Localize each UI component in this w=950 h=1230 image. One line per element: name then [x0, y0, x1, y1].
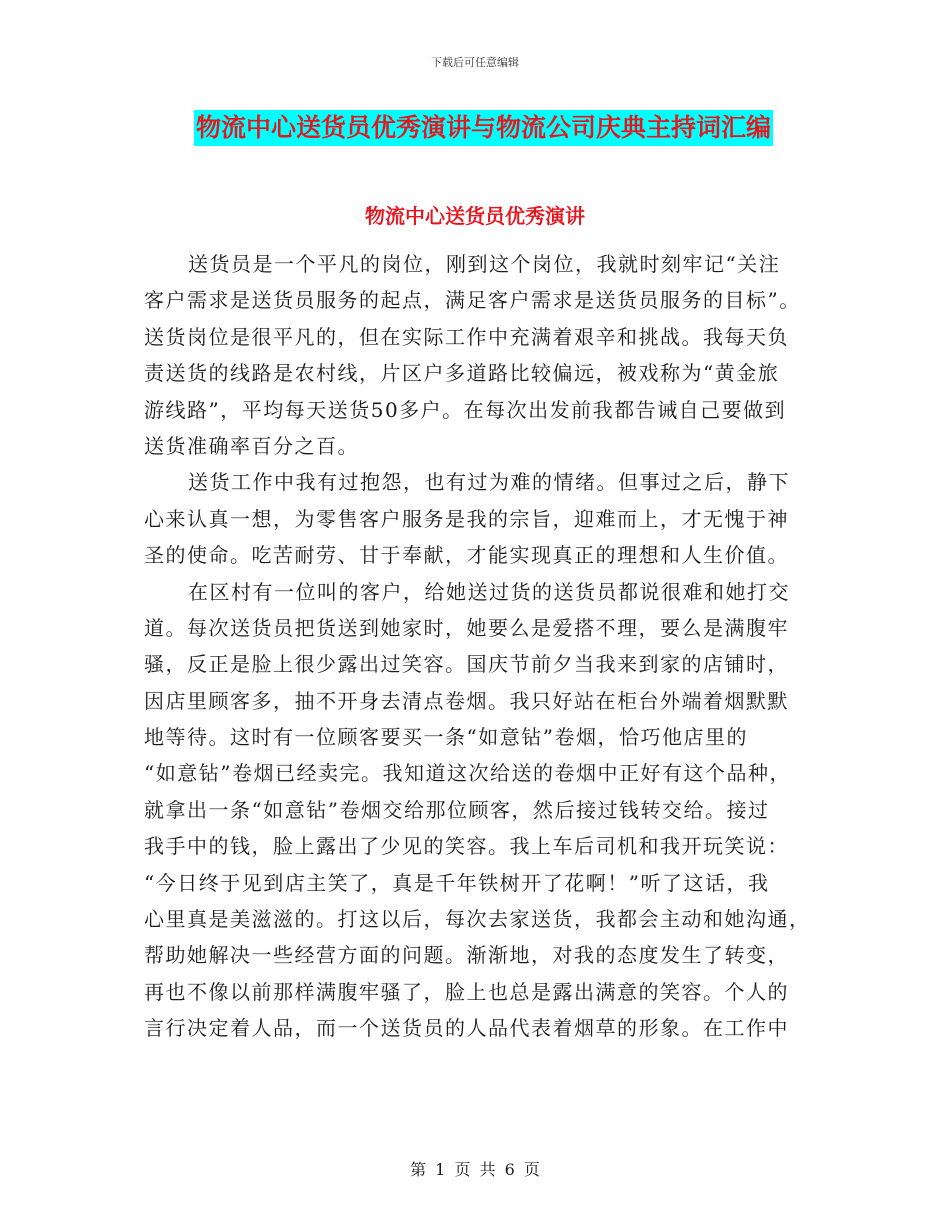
text-line: “今日终于见到店主笑了，真是千年铁树开了花啊！”听了这话，我	[144, 870, 770, 895]
section-title: 物流中心送货员优秀演讲	[365, 204, 585, 228]
text-line: 游线路”，平均每天送货50多户。在每次出发前我都告诫自己要做到	[144, 397, 787, 422]
text-line: 我手中的钱，脸上露出了少见的笑容。我上车后司机和我开玩笑说：	[144, 834, 789, 859]
paragraph	[144, 464, 810, 573]
text-line: 地等待。这时有一位顾客要买一条“如意钻”卷烟，恰巧他店里的	[144, 725, 748, 750]
page-number: 第 1 页 共 6 页	[410, 1160, 540, 1179]
page-header-note: 下载后可任意编辑	[431, 56, 519, 69]
text-line: 道。每次送货员把货送到她家时，她要么是爱搭不理，要么是满腹牢	[144, 615, 789, 640]
text-line: 言行决定着人品，而一个送货员的人品代表着烟草的形象。在工作中	[144, 1016, 789, 1041]
paragraph	[144, 246, 810, 464]
text-line: 心里真是美滋滋的。打这以后，每次去家送货，我都会主动和她沟通，	[144, 907, 811, 932]
document-body	[144, 246, 810, 1047]
text-line: “如意钻”卷烟已经卖完。我知道这次给送的卷烟中正好有这个品种，	[144, 761, 791, 786]
text-line: 客户需求是送货员服务的起点，满足客户需求是送货员服务的目标”。	[144, 288, 801, 313]
text-line: 在区村有一位叫的客户，给她送过货的送货员都说很难和她打交	[188, 579, 790, 604]
text-line: 送货岗位是很平凡的，但在实际工作中充满着艰辛和挑战。我每天负	[144, 324, 789, 349]
text-line: 骚，反正是脸上很少露出过笑容。国庆节前夕当我来到家的店铺时，	[144, 652, 789, 677]
text-line: 送货工作中我有过抱怨，也有过为难的情绪。但事过之后，静下	[188, 470, 790, 495]
text-line: 送货员是一个平凡的岗位，刚到这个岗位，我就时刻牢记“关注	[188, 252, 781, 276]
text-line: 送货准确率百分之百。	[144, 433, 359, 458]
text-line: 再也不像以前那样满腹牢骚了，脸上也总是露出满意的笑容。个人的	[144, 979, 789, 1004]
text-line: 责送货的线路是农村线，片区户多道路比较偏远，被戏称为“黄金旅	[144, 361, 780, 386]
text-line: 因店里顾客多，抽不开身去清点卷烟。我只好站在柜台外端着烟默默	[144, 688, 789, 713]
paragraph	[144, 574, 810, 1047]
text-line: 就拿出一条“如意钻”卷烟交给那位顾客，然后接过钱转交给。接过	[144, 797, 770, 822]
text-line: 帮助她解决一些经营方面的问题。渐渐地，对我的态度发生了转变，	[144, 943, 789, 968]
document-title: 物流中心送货员优秀演讲与物流公司庆典主持词汇编	[194, 110, 773, 146]
text-line: 圣的使命。吃苦耐劳、甘于奉献，才能实现真正的理想和人生价值。	[144, 543, 789, 568]
text-line: 心来认真一想，为零售客户服务是我的宗旨，迎难而上，才无愧于神	[144, 506, 789, 531]
